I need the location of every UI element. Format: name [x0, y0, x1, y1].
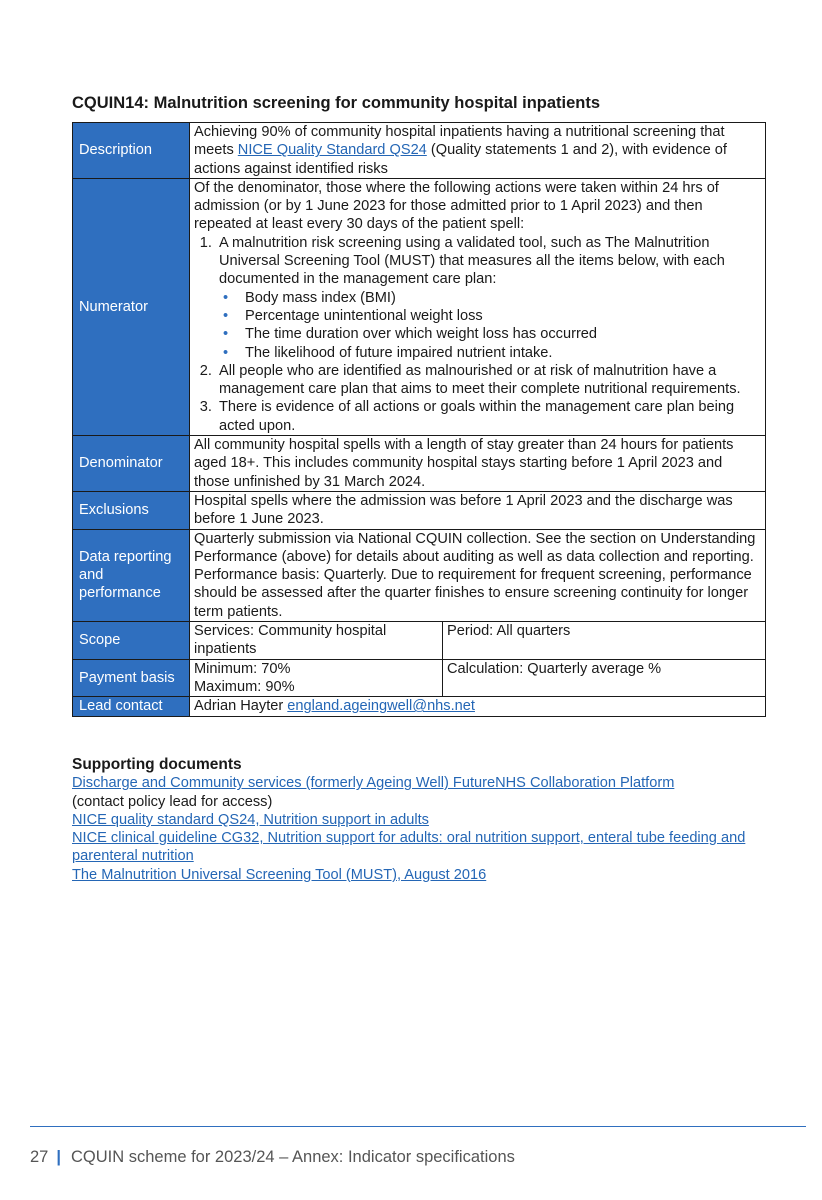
numerator-item-1-text: A malnutrition risk screening using a validated tool, such as The Malnutrition Universal Screening Tool (MUST) that measures all the items below, with each documented in the management care plan:	[219, 234, 725, 288]
description-label: Description	[73, 123, 190, 179]
footer-separator: |	[56, 1148, 61, 1166]
numerator-action-item	[216, 234, 761, 362]
scope-label: Scope	[73, 622, 190, 660]
nice-qs24-nutrition-link[interactable]: NICE quality standard QS24, Nutrition support in adults	[72, 811, 429, 828]
payment-thresholds-cell	[190, 659, 443, 697]
payment-basis-row	[73, 659, 766, 697]
numerator-action-list	[194, 234, 761, 435]
denominator-row	[73, 436, 766, 492]
description-cell	[190, 123, 766, 179]
scope-period: Period: All quarters	[443, 622, 766, 660]
must-measure-item: • The time duration over which weight loss has occurred	[245, 325, 761, 343]
page-number: 27	[30, 1148, 49, 1166]
exclusions-row	[73, 491, 766, 529]
must-measure-item: • The likelihood of future impaired nutrient intake.	[245, 344, 761, 362]
numerator-label: Numerator	[73, 178, 190, 435]
exclusions-text: Hospital spells where the admission was before 1 April 2023 and the discharge was before 1 June 2023.	[190, 491, 766, 529]
payment-basis-label: Payment basis	[73, 659, 190, 697]
lead-contact-name: Adrian Hayter	[194, 698, 284, 715]
lead-contact-cell	[190, 697, 766, 716]
data-reporting-label: Data reporting and performance	[73, 529, 190, 621]
numerator-row	[73, 178, 766, 435]
payment-maximum: Maximum: 90%	[194, 678, 295, 695]
must-measure-item: • Percentage unintentional weight loss	[245, 307, 761, 325]
denominator-label: Denominator	[73, 436, 190, 492]
footer-document-title: CQUIN scheme for 2023/24 – Annex: Indicator specifications	[70, 1148, 515, 1166]
must-measures-list	[219, 289, 761, 362]
numerator-cell	[190, 178, 766, 435]
must-measure-item: • Body mass index (BMI)	[245, 289, 761, 307]
payment-calculation: Calculation: Quarterly average %	[443, 659, 766, 697]
data-reporting-paragraph: Quarterly submission via National CQUIN collection. See the section on Understanding Performance (above) for details about auditing as well as data collection and reporting.	[194, 530, 756, 565]
payment-minimum: Minimum: 70%	[194, 660, 291, 677]
page-title: CQUIN14: Malnutrition screening for community hospital inpatients	[72, 94, 601, 112]
page-footer	[30, 1148, 515, 1167]
exclusions-label: Exclusions	[73, 491, 190, 529]
access-note: (contact policy lead for access)	[72, 793, 273, 810]
denominator-text: All community hospital spells with a length of stay greater than 24 hours for patients aged 18+. This includes community hospital stays starting before 1 April 2023 and those unfinished by 31 March 2024.	[190, 436, 766, 492]
futurenhs-platform-link[interactable]: Discharge and Community services (formerly Ageing Well) FutureNHS Collaboration Platform	[72, 775, 675, 792]
lead-contact-label: Lead contact	[73, 697, 190, 716]
numerator-intro: Of the denominator, those where the following actions were taken within 24 hrs of admission (or by 1 June 2023 for those admitted prior to 1 April 2023) and then repeated at least every 30 days of the patient spell:	[194, 179, 719, 233]
description-text-post: (Quality statements 1 and 2), with evidence of actions against identified risks	[194, 142, 727, 177]
description-text-pre: Achieving 90% of community hospital inpatients having a nutritional screening that meets	[194, 124, 725, 159]
lead-contact-email-link[interactable]: england.ageingwell@nhs.net	[287, 698, 475, 715]
must-tool-link[interactable]: The Malnutrition Universal Screening Tool (MUST), August 2016	[72, 866, 487, 883]
performance-basis-paragraph: Performance basis: Quarterly. Due to requirement for frequent screening, performance should be assessed after the quarter finishes to ensure screening continuity for longer term patients.	[194, 567, 752, 620]
data-reporting-cell	[190, 529, 766, 621]
footer-divider	[30, 1126, 806, 1127]
indicator-specification-table	[72, 122, 766, 717]
numerator-action-item: 3. There is evidence of all actions or goals within the management care plan being acted upon.	[216, 398, 761, 435]
data-reporting-row	[73, 529, 766, 621]
numerator-action-item: 2. All people who are identified as malnourished or at risk of malnutrition have a management care plan that aims to meet their complete nutritional requirements.	[216, 362, 761, 399]
lead-contact-row	[73, 697, 766, 716]
supporting-documents-heading: Supporting documents	[72, 756, 242, 773]
scope-row	[73, 622, 766, 660]
description-row	[73, 123, 766, 179]
scope-services: Services: Community hospital inpatients	[190, 622, 443, 660]
nice-cg32-link[interactable]: NICE clinical guideline CG32, Nutrition support for adults: oral nutrition support, enteral tube feeding and parenteral nutrition	[72, 830, 746, 865]
nice-qs24-link[interactable]: NICE Quality Standard QS24	[237, 142, 427, 159]
supporting-documents-section	[72, 756, 772, 884]
